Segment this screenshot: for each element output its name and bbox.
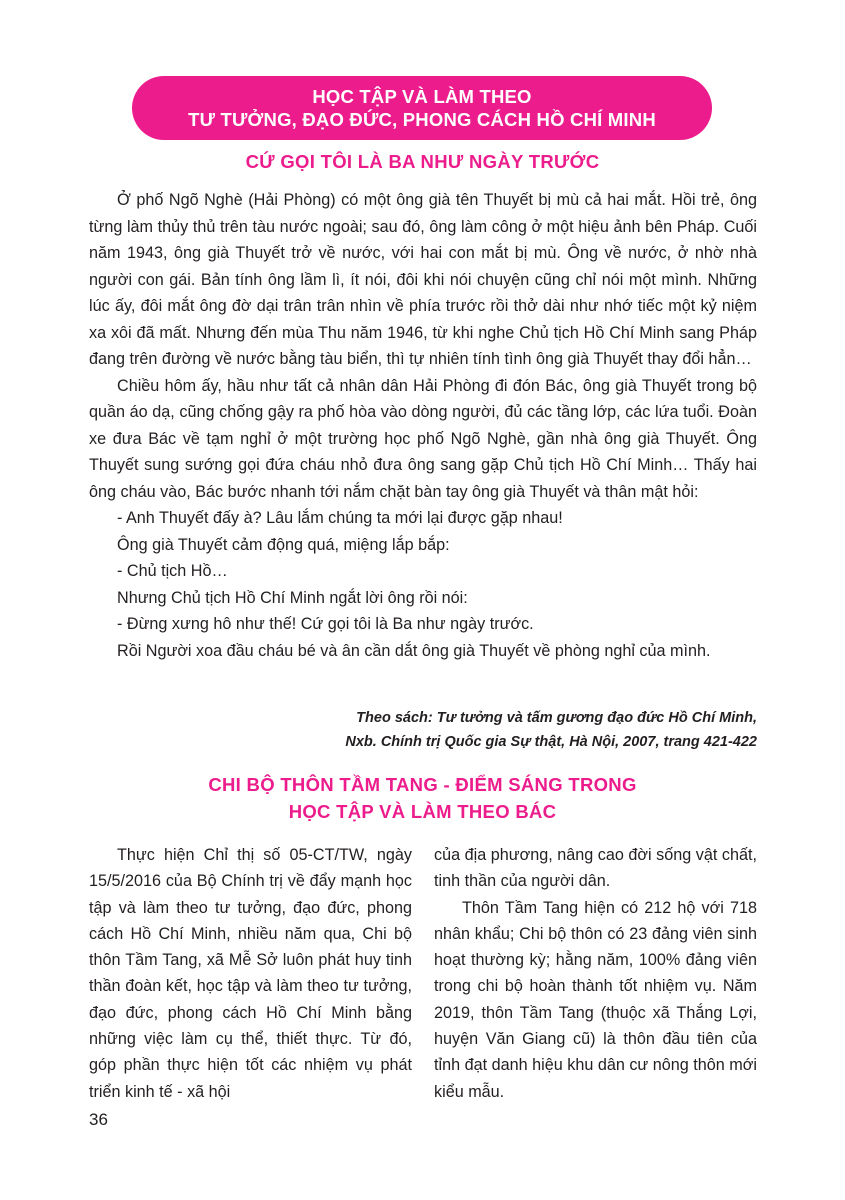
dialogue-line: Ông già Thuyết cảm động quá, miệng lắp bắp: xyxy=(117,535,450,554)
banner-line-1: HỌC TẬP VÀ LÀM THEO xyxy=(312,86,532,107)
source-line-2: Nxb. Chính trị Quốc gia Sự thật, Hà Nội, 2007, trang 421-422 xyxy=(345,734,757,750)
story-2-right-column xyxy=(434,842,757,1105)
dialogue-line: - Đừng xưng hô như thế! Cứ gọi tôi là Ba như ngày trước. xyxy=(117,615,534,633)
story-1-paragraph-2: Chiều hôm ấy, hầu như tất cả nhân dân Hải Phòng đi đón Bác, ông già Thuyết trong bộ quần áo dạ, cũng chống gậy ra phố hòa vào dòng người, đủ các tầng lớp, các lứa tuổi. Đoàn xe đưa Bác về tạm nghỉ ở một trường học phố Ngõ Nghè, gần nhà ông già Thuyết. Ông Thuyết sung sướng gọi đứa cháu nhỏ đưa ông sang gặp Chủ tịch Hồ Chí Minh… Thấy hai ông cháu vào, Bác bước nhanh tới nắm chặt bàn tay ông già Thuyết và thân mật hỏi: xyxy=(89,376,757,501)
source-citation xyxy=(345,706,757,754)
story-1-body xyxy=(89,187,757,664)
dialogue-line: Rồi Người xoa đầu cháu bé và ân cần dắt ông già Thuyết về phòng nghỉ của mình. xyxy=(117,641,711,660)
story-2-left-paragraph: Thực hiện Chỉ thị số 05-CT/TW, ngày 15/5/2016 của Bộ Chính trị về đẩy mạnh học tập và làm theo tư tưởng, đạo đức, phong cách Hồ Chí Minh, nhiều năm qua, Chi bộ thôn Tầm Tang, xã Mễ Sở luôn phát huy tinh thần đoàn kết, học tập và làm theo tư tưởng, đạo đức, phong cách Hồ Chí Minh bằng những việc làm cụ thể, thiết thực. Từ đó, góp phần thực hiện tốt các nhiệm vụ phát triển kinh tế - xã hội xyxy=(89,846,412,1101)
dialogue-line: - Chủ tịch Hồ… xyxy=(117,562,228,580)
dialogue-line: Nhưng Chủ tịch Hồ Chí Minh ngắt lời ông rồi nói: xyxy=(117,588,468,607)
story-1-paragraph-1: Ở phố Ngõ Nghè (Hải Phòng) có một ông già tên Thuyết bị mù cả hai mắt. Hồi trẻ, ông từng làm thủy thủ trên tàu nước ngoài; sau đó, ông làm công ở một hiệu ảnh bên Pháp. Cuối năm 1943, ông già Thuyết trở về nước, với hai con mắt bị mù. Ông về nước, ở nhờ nhà người con gái. Bản tính ông lầm lì, ít nói, đôi khi nói chuyện cũng chỉ nói một mình. Những lúc ấy, đôi mắt ông đờ dại trân trân nhìn về phía trước rồi thở dài như nhớ tiếc một kỷ niệm xa xôi đã mất. Nhưng đến mùa Thu năm 1946, từ khi nghe Chủ tịch Hồ Chí Minh sang Pháp đang trên đường về nước bằng tàu biển, thì tự nhiên tính tình ông già Thuyết thay đổi hẳn… xyxy=(89,191,757,368)
section-banner xyxy=(132,76,712,140)
story-2-right-paragraph-1: của địa phương, nâng cao đời sống vật chất, tinh thần của người dân. xyxy=(434,846,757,891)
page-number: 36 xyxy=(89,1110,108,1129)
story-2-title-line-2: HỌC TẬP VÀ LÀM THEO BÁC xyxy=(288,801,557,822)
dialogue-line: - Anh Thuyết đấy à? Lâu lắm chúng ta mới lại được gặp nhau! xyxy=(117,509,563,527)
story-2-right-paragraph-2: Thôn Tầm Tang hiện có 212 hộ với 718 nhân khẩu; Chi bộ thôn có 23 đảng viên sinh hoạt thường kỳ; hằng năm, 100% đảng viên trong chi bộ hoàn thành tốt nhiệm vụ. Năm 2019, thôn Tầm Tang (thuộc xã Thắng Lợi, huyện Văn Giang cũ) là thôn đầu tiên của tỉnh đạt danh hiệu khu dân cư nông thôn mới kiểu mẫu. xyxy=(434,898,757,1101)
source-line-1: Theo sách: Tư tưởng và tấm gương đạo đức Hồ Chí Minh, xyxy=(356,710,757,726)
story-1-title: CỨ GỌI TÔI LÀ BA NHƯ NGÀY TRƯỚC xyxy=(245,151,600,172)
banner-line-2: TƯ TƯỞNG, ĐẠO ĐỨC, PHONG CÁCH HỒ CHÍ MINH xyxy=(188,109,656,130)
story-2-title-line-1: CHI BỘ THÔN TẦM TANG - ĐIỂM SÁNG TRONG xyxy=(208,774,637,795)
story-2-left-column xyxy=(89,842,412,1105)
